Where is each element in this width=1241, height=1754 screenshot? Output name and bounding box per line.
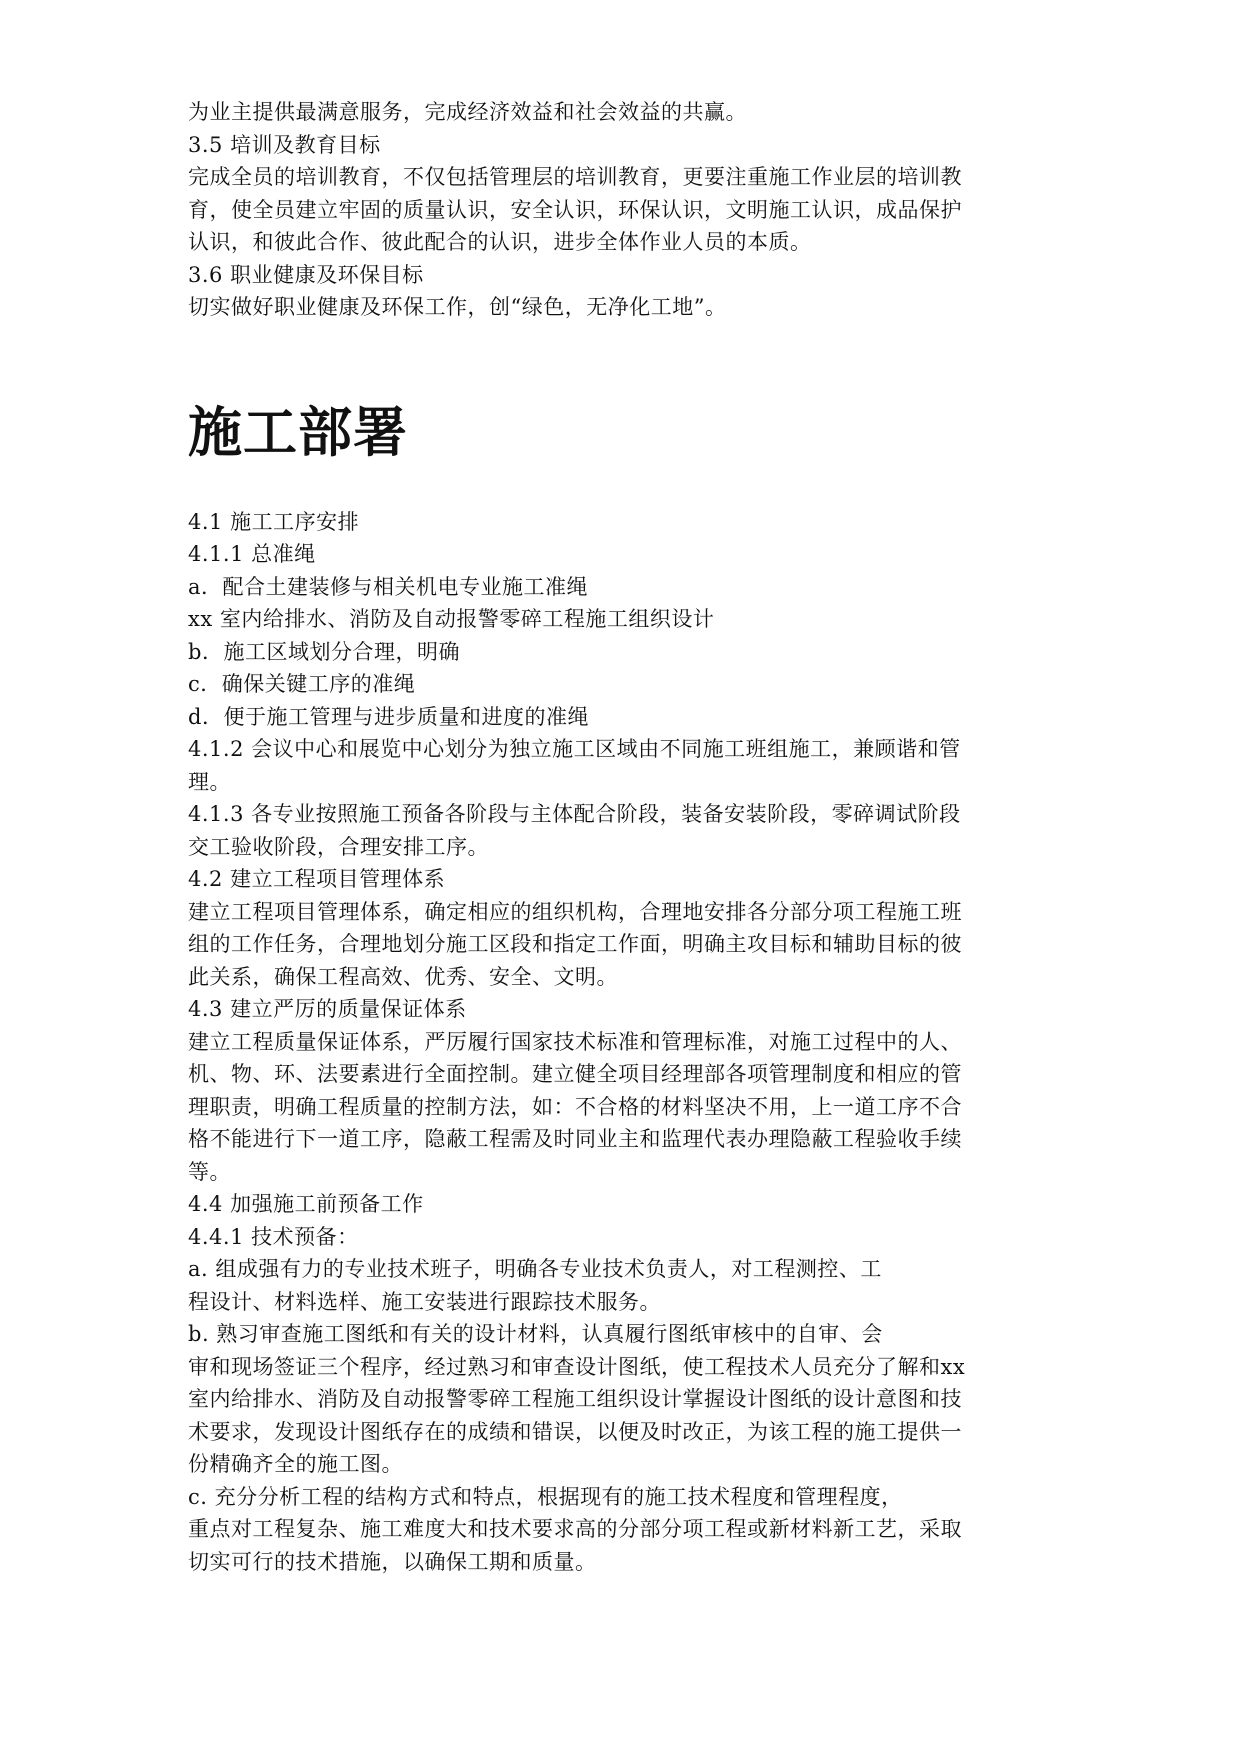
chapter-title: 施工部署 bbox=[188, 400, 408, 464]
section-heading-4-2: 4.2 建立工程项目管理体系 bbox=[188, 867, 446, 891]
text-line: 程设计、材料选样、施工安装进行跟踪技术服务。 bbox=[188, 1289, 661, 1314]
section-heading-4-1-1: 4.1.1 总准绳 bbox=[188, 542, 316, 566]
text-line: 切实做好职业健康及环保工作，创“绿色，无净化工地”。 bbox=[188, 295, 727, 319]
text-line: 建立工程项目管理体系，确定相应的组织机构，合理地安排各分部分项工程施工班 bbox=[188, 899, 962, 924]
section-heading-4-1: 4.1 施工工序安排 bbox=[188, 509, 360, 534]
list-item: b．施工区域划分合理，明确 bbox=[188, 639, 460, 664]
text-line: 4.1.3 各专业按照施工预备各阶段与主体配合阶段，装备安装阶段，零碎调试阶段 bbox=[188, 802, 961, 826]
text-line: 室内给排水、消防及自动报警零碎工程施工组织设计掌握设计图纸的设计意图和技 bbox=[188, 1387, 962, 1411]
text-line: 建立工程质量保证体系，严厉履行国家技术标准和管理标准，对施工过程中的人、 bbox=[188, 1029, 962, 1054]
text-line: 机、物、环、法要素进行全面控制。建立健全项目经理部各项管理制度和相应的管 bbox=[188, 1062, 962, 1086]
text-line: 4.1.2 会议中心和展览中心划分为独立施工区域由不同施工班组施工，兼顾谐和管 bbox=[188, 737, 961, 761]
list-item: c. 充分分析工程的结构方式和特点，根据现有的施工技术程度和管理程度， bbox=[188, 1484, 903, 1509]
list-item: c．确保关键工序的准绳 bbox=[188, 672, 416, 696]
text-line: 理。 bbox=[188, 769, 231, 794]
section-heading-4-4-1: 4.4.1 技术预备： bbox=[188, 1224, 359, 1249]
spacer bbox=[188, 324, 1068, 400]
text-line: 为业主提供最满意服务，完成经济效益和社会效益的共赢。 bbox=[188, 100, 747, 124]
text-line: 切实可行的技术措施，以确保工期和质量。 bbox=[188, 1549, 597, 1574]
text-line: 育，使全员建立牢固的质量认识，安全认识，环保认识，文明施工认识，成品保护 bbox=[188, 197, 962, 222]
text-line: 格不能进行下一道工序，隐蔽工程需及时同业主和监理代表办理隐蔽工程验收手续 bbox=[188, 1127, 962, 1151]
body-section bbox=[188, 506, 1068, 1579]
document-page bbox=[188, 96, 1068, 1578]
text-line: 此关系，确保工程高效、优秀、安全、文明。 bbox=[188, 964, 618, 989]
text-line: 审和现场签证三个程序，经过熟习和审查设计图纸，使工程技术人员充分了解和xx bbox=[188, 1354, 966, 1379]
text-line: 术要求，发现设计图纸存在的成绩和错误，以便及时改正，为该工程的施工提供一 bbox=[188, 1419, 962, 1444]
list-item: b. 熟习审查施工图纸和有关的设计材料，认真履行图纸审核中的自审、会 bbox=[188, 1322, 883, 1346]
text-line: 认识，和彼此合作、彼此配合的认识，进步全体作业人员的本质。 bbox=[188, 230, 812, 254]
text-line: 等。 bbox=[188, 1159, 231, 1184]
section-heading-3-5: 3.5 培训及教育目标 bbox=[188, 132, 381, 157]
text-line: 份精确齐全的施工图。 bbox=[188, 1452, 403, 1476]
section-heading-4-3: 4.3 建立严厉的质量保证体系 bbox=[188, 997, 467, 1021]
text-line: xx 室内给排水、消防及自动报警零碎工程施工组织设计 bbox=[188, 607, 715, 631]
list-item: a. 组成强有力的专业技术班子，明确各专业技术负责人，对工程测控、工 bbox=[188, 1257, 882, 1281]
intro-section bbox=[188, 96, 1068, 324]
list-item: a．配合土建装修与相关机电专业施工准绳 bbox=[188, 574, 589, 599]
text-line: 理职责，明确工程质量的控制方法，如：不合格的材料坚决不用，上一道工序不合 bbox=[188, 1094, 962, 1119]
section-heading-3-6: 3.6 职业健康及环保目标 bbox=[188, 262, 424, 287]
list-item: d．便于施工管理与进步质量和进度的准绳 bbox=[188, 704, 589, 729]
text-line: 交工验收阶段，合理安排工序。 bbox=[188, 834, 489, 859]
section-heading-4-4: 4.4 加强施工前预备工作 bbox=[188, 1192, 424, 1216]
text-line: 重点对工程复杂、施工难度大和技术要求高的分部分项工程或新材料新工艺，采取 bbox=[188, 1517, 962, 1541]
text-line: 完成全员的培训教育，不仅包括管理层的培训教育，更要注重施工作业层的培训教 bbox=[188, 165, 962, 189]
spacer bbox=[188, 466, 1068, 506]
text-line: 组的工作任务，合理地划分施工区段和指定工作面，明确主攻目标和辅助目标的彼 bbox=[188, 932, 962, 956]
